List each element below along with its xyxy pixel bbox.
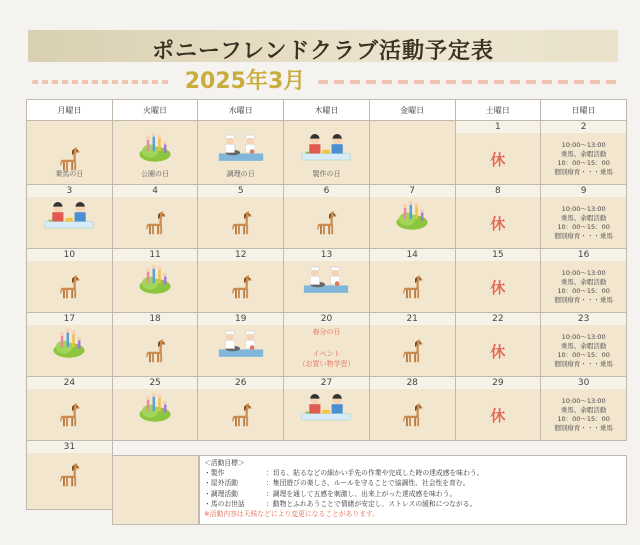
horse-icon — [397, 337, 427, 365]
day-number: 3 — [27, 185, 112, 197]
day-cell — [27, 185, 113, 249]
day-cell — [541, 185, 627, 249]
weekday-header-row — [27, 100, 627, 121]
day-cell — [541, 313, 627, 377]
day-number: 7 — [370, 185, 455, 197]
day-number: 6 — [284, 185, 369, 197]
horse-icon — [54, 461, 84, 489]
day-number: 16 — [541, 249, 626, 261]
schedule-line: 乗馬、余暇活動 — [560, 406, 607, 414]
weekday-mon: 月曜日 — [27, 100, 113, 121]
day-number: 1 — [456, 121, 541, 133]
cooking-icon — [217, 131, 265, 163]
day-number: 22 — [456, 313, 541, 325]
day-number: 8 — [456, 185, 541, 197]
schedule-line: 乗馬、余暇活動 — [560, 214, 607, 222]
day-caption: 調理の日 — [226, 170, 255, 178]
notes-header: ＜活動目標＞ — [204, 459, 245, 467]
day-number: 14 — [370, 249, 455, 261]
day-number: 20 — [284, 313, 369, 325]
schedule-line: 個別療育・・・乗馬 — [554, 168, 613, 176]
day-number: 12 — [198, 249, 283, 261]
notes-key: ・屋外活動 — [204, 479, 238, 488]
day-cell — [369, 377, 455, 441]
day-cell — [369, 121, 455, 185]
horse-icon — [397, 273, 427, 301]
day-cell — [455, 377, 541, 441]
horse-icon — [140, 209, 170, 237]
day-cell — [284, 377, 370, 441]
crafting-icon — [43, 199, 95, 231]
notes-row — [204, 499, 626, 509]
week-row — [27, 249, 627, 313]
horse-icon — [226, 209, 256, 237]
weekday-thu: 木曜日 — [284, 100, 370, 121]
day-number: 25 — [113, 377, 198, 389]
day-number: 10 — [27, 249, 112, 261]
day-cell — [112, 313, 198, 377]
day-cell — [198, 249, 284, 313]
notes-value: ：動物とふれあうことで情緒が安定し、ストレスの緩和につながる。 — [266, 499, 477, 508]
month-label: 2025年3月 — [184, 69, 306, 94]
notes-value: ：切る、貼るなどの細かい手先の作業や完成した時の達成感を味わう。 — [266, 469, 484, 478]
notes-row — [204, 489, 626, 499]
notes-value: ：調理を通して五感を刺激し、出来上がった達成感を味わう。 — [266, 489, 457, 498]
day-cell — [284, 249, 370, 313]
day-number: 21 — [370, 313, 455, 325]
day-cell — [27, 441, 113, 510]
horse-icon — [140, 337, 170, 365]
closed-label: 休 — [490, 407, 506, 425]
schedule-line: 10:00～13:00 — [561, 397, 606, 405]
day-cell — [284, 121, 370, 185]
day-caption: 製作の日 — [312, 170, 341, 178]
day-cell — [455, 185, 541, 249]
day-number: 19 — [198, 313, 283, 325]
day-number: 15 — [456, 249, 541, 261]
day-cell — [455, 121, 541, 185]
park-icon — [51, 327, 87, 359]
day-number: 11 — [113, 249, 198, 261]
day-number: 13 — [284, 249, 369, 261]
crafting-icon — [300, 131, 352, 163]
day-number: 9 — [541, 185, 626, 197]
day-number: 5 — [198, 185, 283, 197]
crafting-icon — [300, 391, 352, 423]
week-row — [27, 377, 627, 441]
closed-label: 休 — [490, 151, 506, 169]
day-number: 2 — [541, 121, 626, 133]
schedule-line: 10：00～15：00 — [557, 159, 610, 167]
park-icon — [137, 391, 173, 423]
day-cell — [369, 313, 455, 377]
day-number: 17 — [27, 313, 112, 325]
horse-icon — [54, 401, 84, 429]
day-number: 4 — [113, 185, 198, 197]
event-detail: （お買い物学習） — [298, 360, 355, 368]
schedule-line: 10:00～13:00 — [561, 333, 606, 341]
sunday-schedule — [541, 205, 626, 241]
day-cell — [541, 121, 627, 185]
day-number: 24 — [27, 377, 112, 389]
day-cell — [27, 313, 113, 377]
schedule-line: 個別療育・・・乗馬 — [554, 360, 613, 368]
day-cell — [284, 185, 370, 249]
cooking-icon — [302, 263, 350, 295]
day-number: 23 — [541, 313, 626, 325]
day-cell — [541, 377, 627, 441]
park-icon — [394, 199, 430, 231]
calendar-grid — [26, 99, 627, 510]
schedule-line: 10：00～15：00 — [557, 223, 610, 231]
schedule-line: 個別療育・・・乗馬 — [554, 232, 613, 240]
horse-icon — [226, 273, 256, 301]
day-cell — [455, 313, 541, 377]
closed-label: 休 — [490, 343, 506, 361]
schedule-line: 乗馬、余暇活動 — [560, 278, 607, 286]
schedule-line: 10:00～13:00 — [561, 141, 606, 149]
schedule-line: 個別療育・・・乗馬 — [554, 296, 613, 304]
day-number: 26 — [198, 377, 283, 389]
weekday-wed: 水曜日 — [198, 100, 284, 121]
weekday-fri: 金曜日 — [369, 100, 455, 121]
day-cell — [455, 249, 541, 313]
sunday-schedule — [541, 333, 626, 369]
sunday-schedule — [541, 269, 626, 305]
schedule-line: 個別療育・・・乗馬 — [554, 424, 613, 432]
day-cell — [112, 249, 198, 313]
notes-value: ：集団遊びの楽しさ、ルールを守ることで協調性、社会性を育む。 — [266, 479, 470, 488]
weekday-sun: 日曜日 — [541, 100, 627, 121]
day-number: 30 — [541, 377, 626, 389]
closed-label: 休 — [490, 215, 506, 233]
day-number: 28 — [370, 377, 455, 389]
notes-key: ・調理活動 — [204, 489, 238, 498]
schedule-line: 10：00～15：00 — [557, 415, 610, 423]
day-caption: 公園の日 — [141, 170, 170, 178]
weekday-sat: 土曜日 — [455, 100, 541, 121]
sunday-schedule — [541, 397, 626, 433]
day-number: 29 — [456, 377, 541, 389]
day-cell — [198, 313, 284, 377]
day-cell — [27, 377, 113, 441]
schedule-line: 乗馬、余暇活動 — [560, 150, 607, 158]
day-cell — [112, 185, 198, 249]
horse-icon — [226, 401, 256, 429]
week-row — [27, 121, 627, 185]
day-cell — [541, 249, 627, 313]
holiday-name: 春分の日 — [312, 328, 341, 336]
day-number: 31 — [27, 441, 112, 453]
schedule-line: 10：00～15：00 — [557, 351, 610, 359]
horse-icon — [54, 273, 84, 301]
notes-warning: ※活動内容は天候などにより変更になることがあります。 — [204, 510, 380, 519]
schedule-line: 10:00～13:00 — [561, 269, 606, 277]
week-row — [27, 185, 627, 249]
day-cell — [198, 185, 284, 249]
notes-key: ・馬のお世話 — [204, 499, 245, 508]
activity-goals-box — [199, 455, 627, 525]
schedule-line: 10:00～13:00 — [561, 205, 606, 213]
day-caption: 乗馬の日 — [55, 170, 84, 178]
schedule-line: 乗馬、余暇活動 — [560, 342, 607, 350]
sunday-schedule — [541, 141, 626, 177]
title-band — [28, 30, 618, 62]
schedule-line: 10：00～15：00 — [557, 287, 610, 295]
park-icon — [137, 263, 173, 295]
day-cell — [27, 121, 113, 185]
day-cell — [284, 313, 370, 377]
day-cell — [27, 249, 113, 313]
day-cell — [198, 121, 284, 185]
day-cell — [112, 121, 198, 185]
park-icon — [137, 131, 173, 163]
day-number: 27 — [284, 377, 369, 389]
day-cell — [198, 377, 284, 441]
closed-label: 休 — [490, 279, 506, 297]
horse-icon — [397, 401, 427, 429]
page-title: ポニーフレンドクラブ活動予定表 — [151, 39, 495, 64]
week-row — [27, 313, 627, 377]
day-number: 18 — [113, 313, 198, 325]
day-cell — [369, 185, 455, 249]
weekday-tue: 火曜日 — [112, 100, 198, 121]
cooking-icon — [217, 327, 265, 359]
horse-icon — [311, 209, 341, 237]
empty-cell — [112, 455, 199, 525]
notes-row — [204, 468, 626, 478]
notes-row — [204, 478, 626, 488]
decor-dots-left — [32, 80, 172, 84]
day-cell — [112, 377, 198, 441]
notes-key: ・製作 — [204, 469, 225, 478]
day-cell — [369, 249, 455, 313]
event-label: イベント — [312, 350, 341, 358]
decor-dots-right — [318, 80, 618, 84]
